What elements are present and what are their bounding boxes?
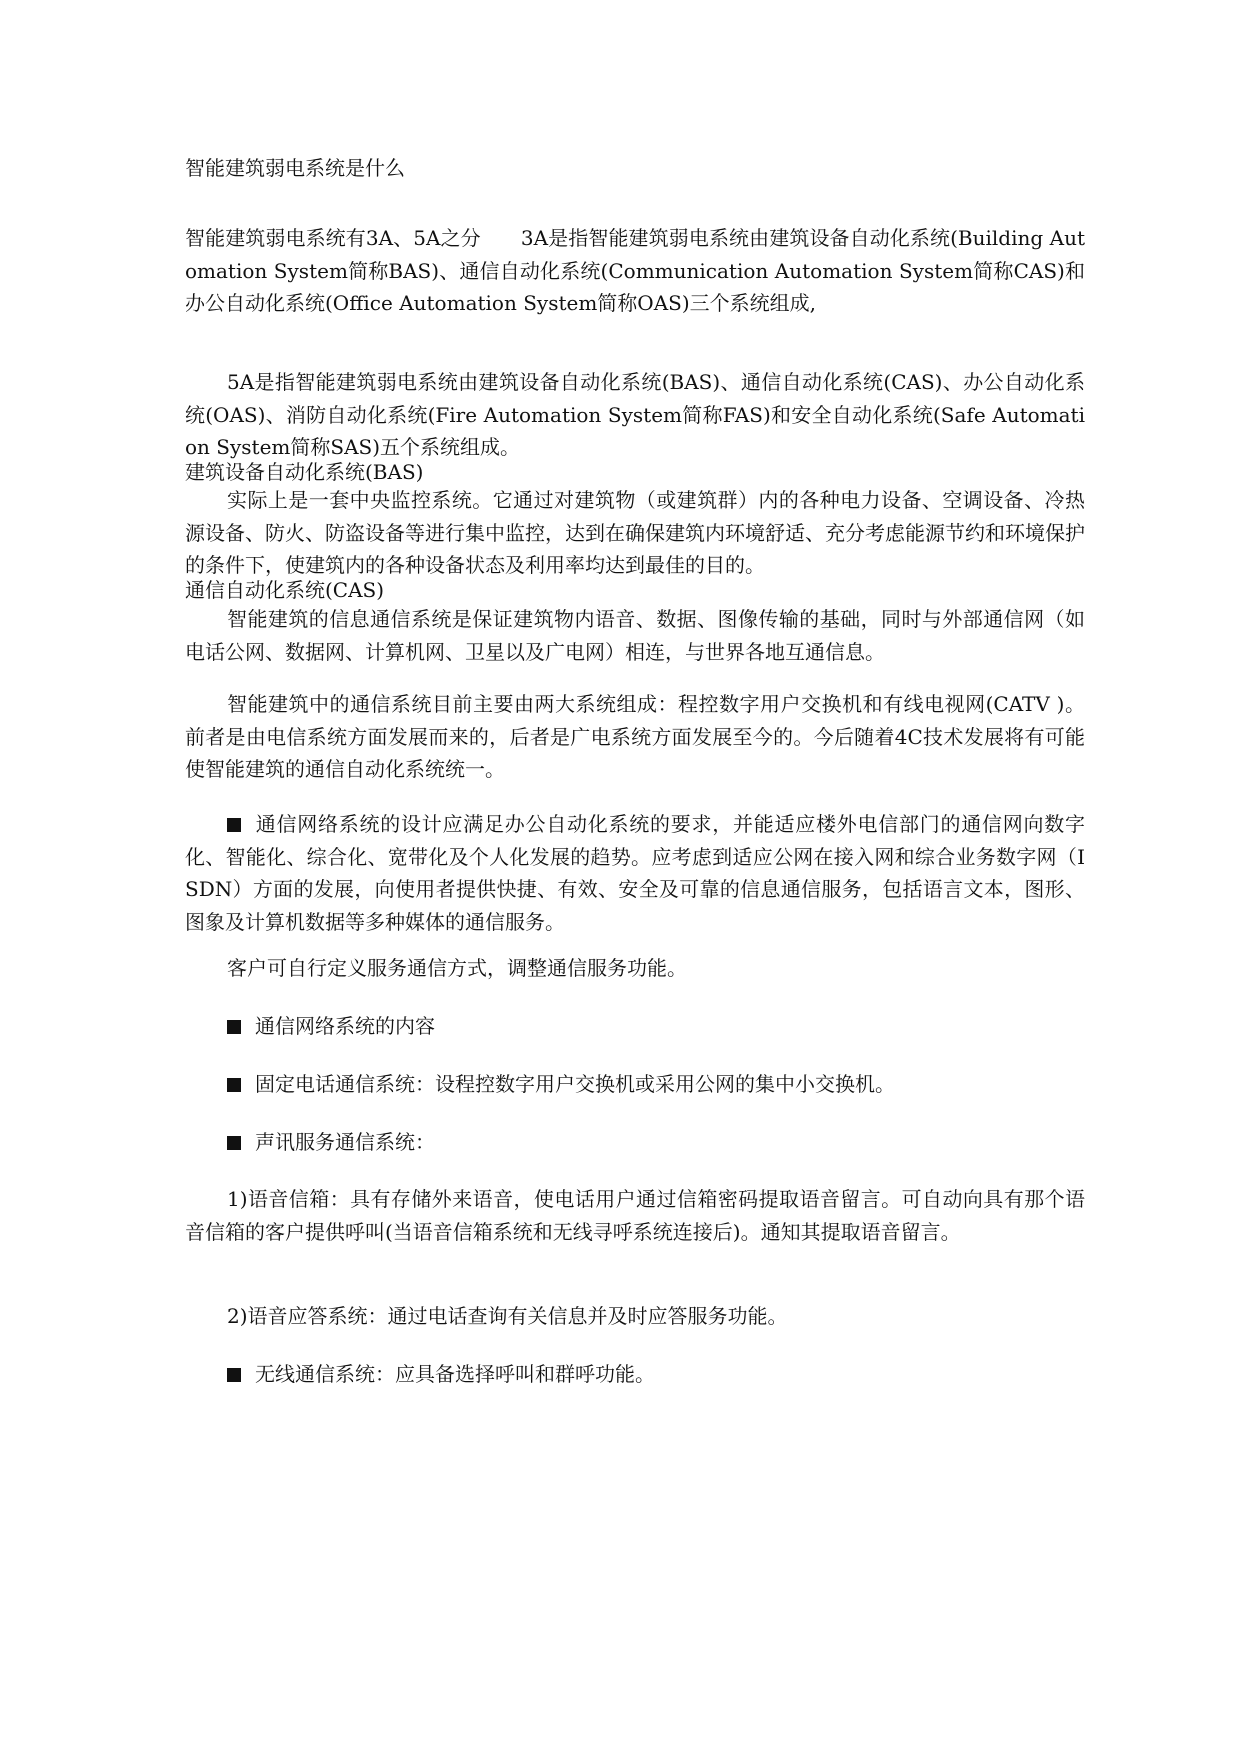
- bullet-square-icon: [227, 1368, 241, 1382]
- paragraph-cas-info: 智能建筑的信息通信系统是保证建筑物内语音、数据、图像传输的基础，同时与外部通信网（如电话公网、数据网、计算机网、卫星以及广电网）相连，与世界各地互通信息。: [185, 607, 1085, 664]
- paragraph-network-design-text: 通信网络系统的设计应满足办公自动化系统的要求，并能适应楼外电信部门的通信网向数字化、智能化、综合化、宽带化及个人化发展的趋势。应考虑到适应公网在接入网和综合业务数字网（ISDN）方面的发展，向使用者提供快捷、有效、安全及可靠的信息通信服务，包括语言文本，图形、图象及计算机数据等多种媒体的通信服务。: [185, 812, 1085, 934]
- bullet-voice-service-text: 声讯服务通信系统：: [255, 1130, 435, 1154]
- bullet-voice-service: [227, 1126, 435, 1158]
- paragraph-cas-systems: 智能建筑中的通信系统目前主要由两大系统组成：程控数字用户交换机和有线电视网(CATV )。前者是由电信系统方面发展而来的，后者是广电系统方面发展至今的。今后随着4C技术发展将有可能使智能建筑的通信自动化系统统一。: [185, 692, 1085, 781]
- paragraph-5a: 5A是指智能建筑弱电系统由建筑设备自动化系统(BAS)、通信自动化系统(CAS)、办公自动化系统(OAS)、消防自动化系统(Fire Automation System简称FAS)和安全自动化系统(Safe Automation System简称SAS)五个系统组成。: [185, 370, 1085, 459]
- heading-cas: 通信自动化系统(CAS): [185, 578, 385, 602]
- bullet-square-icon: [227, 1136, 241, 1150]
- paragraph-3a: 智能建筑弱电系统有3A、5A之分 3A是指智能建筑弱电系统由建筑设备自动化系统(Building Automation System简称BAS)、通信自动化系统(Communication Automation System简称CAS)和办公自动化系统(Office Automation System简称OAS)三个系统组成,: [185, 226, 1085, 315]
- paragraph-voice-mailbox: 1)语音信箱：具有存储外来语音，使电话用户通过信箱密码提取语音留言。可自动向具有那个语音信箱的客户提供呼叫(当语音信箱系统和无线寻呼系统连接后)。通知其提取语音留言。: [185, 1187, 1085, 1244]
- bullet-fixed-phone: [227, 1068, 895, 1100]
- bullet-network-content-text: 通信网络系统的内容: [255, 1014, 435, 1038]
- document-title: 智能建筑弱电系统是什么: [185, 156, 405, 180]
- bullet-wireless: [227, 1358, 655, 1390]
- paragraph-voice-answer: 2)语音应答系统：通过电话查询有关信息并及时应答服务功能。: [227, 1304, 788, 1328]
- bullet-square-icon: [227, 1078, 241, 1092]
- heading-bas: 建筑设备自动化系统(BAS): [185, 460, 424, 484]
- paragraph-custom-service: 客户可自行定义服务通信方式，调整通信服务功能。: [227, 956, 687, 980]
- paragraph-bas: 实际上是一套中央监控系统。它通过对建筑物（或建筑群）内的各种电力设备、空调设备、冷热源设备、防火、防盗设备等进行集中监控，达到在确保建筑内环境舒适、充分考虑能源节约和环境保护的条件下，使建筑内的各种设备状态及利用率均达到最佳的目的。: [185, 488, 1085, 577]
- bullet-square-icon: [227, 818, 241, 832]
- bullet-network-content: [227, 1010, 435, 1042]
- paragraph-network-design: [185, 808, 1085, 938]
- bullet-square-icon: [227, 1020, 241, 1034]
- bullet-wireless-text: 无线通信系统：应具备选择呼叫和群呼功能。: [255, 1362, 655, 1386]
- bullet-fixed-phone-text: 固定电话通信系统：设程控数字用户交换机或采用公网的集中小交换机。: [255, 1072, 895, 1096]
